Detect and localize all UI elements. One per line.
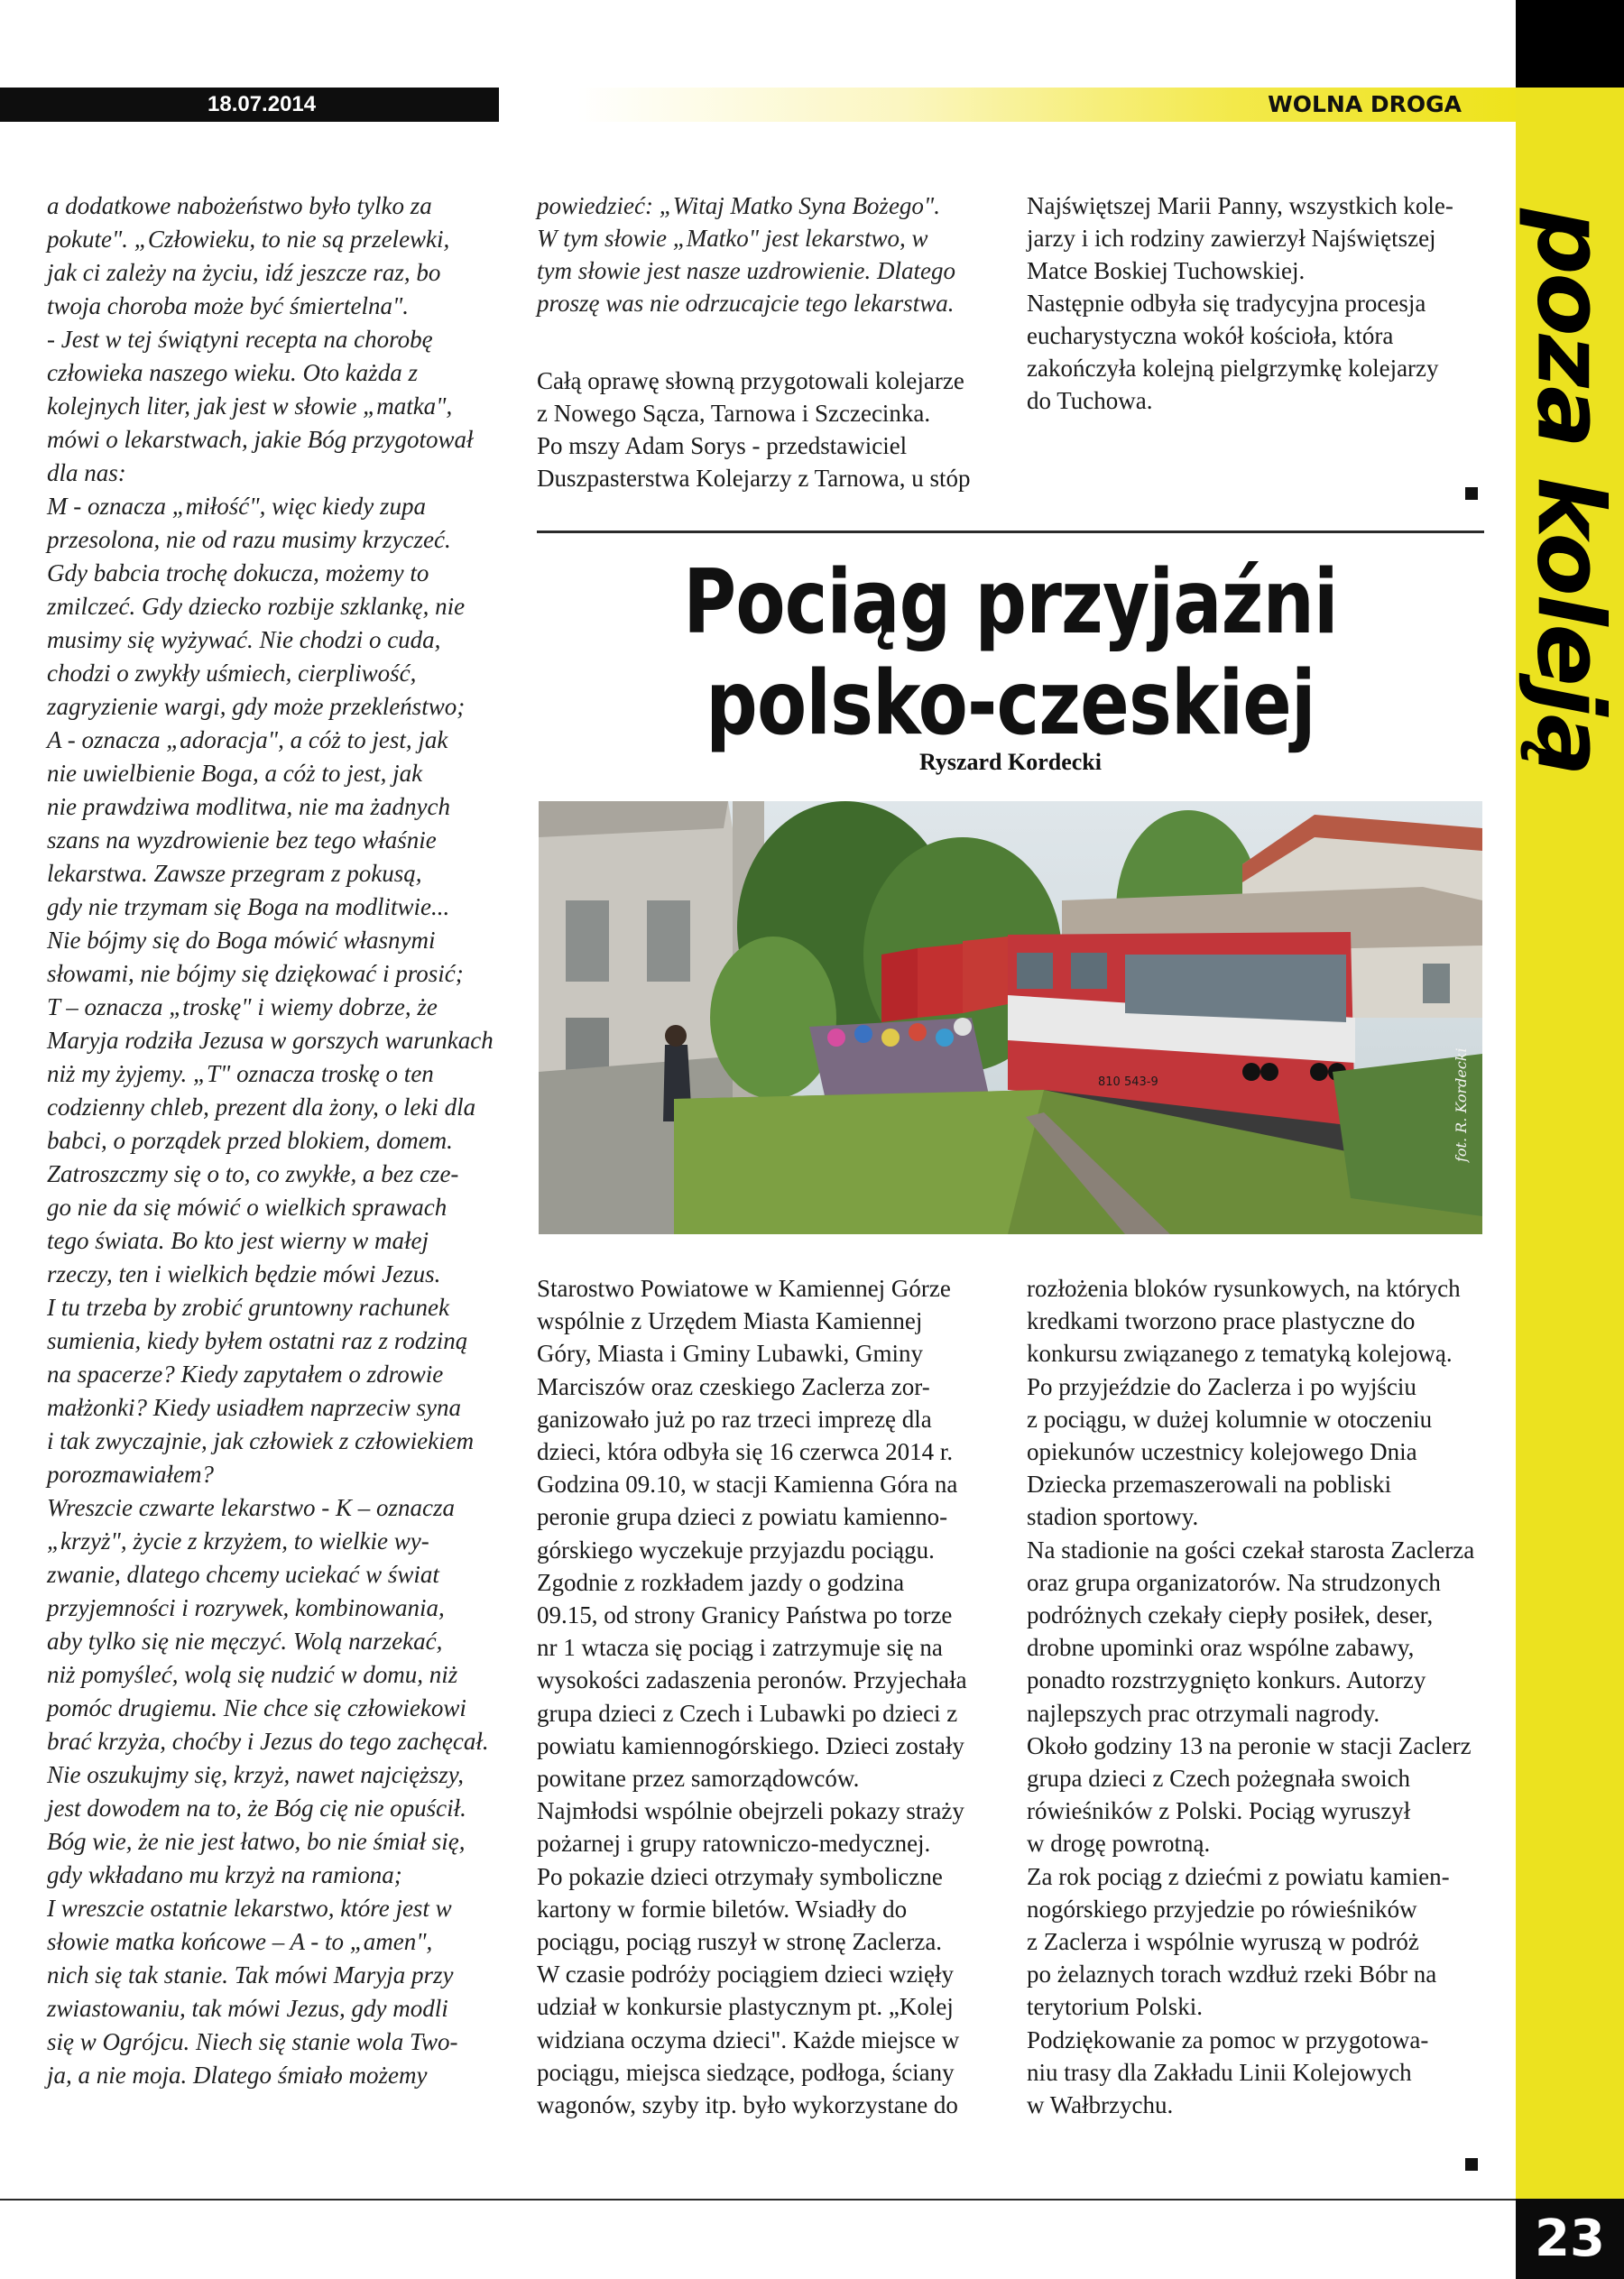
text-line: pomóc drugiemu. Nie chce się człowiekowi	[47, 1694, 466, 1721]
text-line: Dziecka przemaszerowali na pobliski	[1027, 1471, 1392, 1499]
end-marker	[1465, 487, 1478, 500]
text-line: słowami, nie bójmy się dziękować i prosić;	[47, 960, 464, 987]
text-line: górskiego wyczekuje przyjazdu pociągu.	[537, 1536, 935, 1564]
text-line: proszę was nie odrzucajcie tego lekarstwa.	[537, 290, 955, 317]
text-line: gdy nie trzymam się Boga na modlitwie...	[47, 893, 450, 920]
text-line: i tak zwyczajnie, jak człowiek z człowiekiem	[47, 1427, 475, 1454]
text-line: szans na wyzdrowienie bez tego właśnie	[47, 826, 437, 853]
text-line: grupa dzieci z Czech i Lubawki po dzieci z	[537, 1699, 958, 1727]
train-number-plate: 810 543-9	[1098, 1075, 1158, 1089]
text-line: W tym słowie „Matko" jest lekarstwo, w	[537, 225, 928, 252]
text-line: M - oznacza „miłość", więc kiedy zupa	[47, 493, 427, 520]
text-line: A - oznacza „adoracja", a cóż to jest, jak	[47, 726, 448, 753]
text-line: kolejnych liter, jak jest w słowie „matka",	[47, 392, 453, 420]
text-line: najlepszych prac otrzymali nagrody.	[1027, 1699, 1380, 1727]
text-line: z pociągu, w dużej kolumnie w otoczeniu	[1027, 1405, 1433, 1433]
text-line: brać krzyża, choćby i Jezus do tego zachęcał.	[47, 1728, 489, 1755]
text-line: zwiastowaniu, tak mówi Jezus, gdy modli	[47, 1995, 448, 2022]
text-line: Matce Boskiej Tuchowskiej.	[1027, 257, 1306, 284]
text-line: Bóg wie, że nie jest łatwo, bo nie śmiał się,	[47, 1828, 466, 1855]
text-line: powiedzieć: „Witaj Matko Syna Bożego".	[537, 192, 941, 219]
text-line: babci, o porządek przed blokiem, domem.	[47, 1127, 453, 1154]
text-line: przyjemności i rozrywek, kombinowania,	[47, 1594, 445, 1621]
photo-credit: fot. R. Kordecki	[1453, 1047, 1470, 1162]
text-line: przesolona, nie od razu musimy krzyczeć.	[47, 526, 451, 553]
text-line: Najmłodsi wspólnie obejrzeli pokazy straży	[537, 1797, 964, 1825]
text-line: rzeczy, ten i wielkich będzie mówi Jezus.	[47, 1260, 441, 1287]
text-line: w Wałbrzychu.	[1027, 2091, 1174, 2119]
text-line: niu trasy dla Zakładu Linii Kolejowych	[1027, 2058, 1412, 2086]
text-line: tym słowie jest nasze uzdrowienie. Dlatego	[537, 257, 955, 284]
text-line: człowieka naszego wieku. Oto każda z	[47, 359, 418, 386]
text-line: kredkami tworzono prace plastyczne do	[1027, 1307, 1416, 1335]
text-line: jest dowodem na to, że Bóg cię nie opuścił.	[47, 1795, 466, 1822]
text-line: W czasie podróży pociągiem dzieci wzięły	[537, 1961, 955, 1988]
text-line: kartony w formie biletów. Wsiadły do	[537, 1895, 908, 1923]
text-line: drobne upominki oraz wspólne zabawy,	[1027, 1634, 1415, 1662]
text-line: słowie matka końcowe – A - to „amen",	[47, 1928, 433, 1955]
text-line: sumienia, kiedy byłem ostatni raz z rodziną	[47, 1327, 468, 1354]
text-line: Godzina 09.10, w stacji Kamienna Góra na	[537, 1471, 958, 1499]
text-line: Podziękowanie za pomoc w przygotowa-	[1027, 2025, 1429, 2053]
text-line: codzienny chleb, prezent dla żony, o leki dla	[47, 1093, 476, 1121]
text-line: z Nowego Sącza, Tarnowa i Szczecinka.	[537, 400, 931, 427]
article-photo	[539, 801, 1482, 1234]
text-line: powiatu kamiennogórskiego. Dzieci zostały	[537, 1731, 964, 1759]
text-line: gdy wkładano mu krzyż na ramiona;	[47, 1861, 402, 1888]
text-line: grupa dzieci z Czech pożegnała swoich	[1027, 1765, 1411, 1793]
text-line: Zatroszczmy się o to, co zwykłe, a bez cze-	[47, 1160, 459, 1187]
text-line: wagonów, szyby itp. było wykorzystane do	[537, 2091, 958, 2119]
text-line: Następnie odbyła się tradycyjna procesja	[1027, 290, 1426, 317]
text-line: jarzy i ich rodziny zawierzył Najświętszej	[1027, 225, 1436, 252]
text-line: - Jest w tej świątyni recepta na chorobę	[47, 326, 433, 353]
column-2-mid-text	[537, 364, 991, 494]
text-line: eucharystyczna wokół kościoła, która	[1027, 322, 1394, 349]
text-line: wspólnie z Urzędem Miasta Kamiennej	[537, 1307, 923, 1335]
text-line: chodzi o zwykły uśmiech, cierpliwość,	[47, 660, 417, 687]
text-line: peronie grupa dzieci z powiatu kamienno-	[537, 1503, 948, 1531]
text-line: nie prawdziwa modlitwa, nie ma żadnych	[47, 793, 450, 820]
text-line: Za rok pociąg z dziećmi z powiatu kamien-	[1027, 1862, 1450, 1890]
text-line: aby tylko się nie męczyć. Wolą narzekać,	[47, 1628, 443, 1655]
text-line: Najświętszej Marii Panny, wszystkich kole-	[1027, 192, 1453, 219]
text-line: mówi o lekarstwach, jakie Bóg przygotował	[47, 426, 474, 453]
article-title	[623, 552, 1399, 754]
text-line: I wreszcie ostatnie lekarstwo, które jest w	[47, 1895, 452, 1922]
text-line: nr 1 wtacza się pociąg i zatrzymuje się na	[537, 1634, 943, 1662]
magazine-name: WOLNA DROGA	[577, 88, 1516, 122]
text-line: T – oznacza „troskę" i wiemy dobrze, że	[47, 993, 438, 1020]
text-line: Na stadionie na gości czekał starosta Zaclerza	[1027, 1536, 1475, 1564]
text-line: I tu trzeba by zrobić gruntowny rachunek	[47, 1294, 449, 1321]
article-divider	[537, 531, 1484, 533]
column-3-top-text	[1027, 189, 1481, 417]
article-title-line-2: polsko-czeskiej	[706, 652, 1315, 755]
text-line: oraz grupa organizatorów. Na strudzonych	[1027, 1568, 1441, 1596]
text-line: nie uwielbienie Boga, a cóż to jest, jak	[47, 760, 423, 787]
text-line: Gdy babcia trochę dokucza, możemy to	[47, 559, 429, 586]
column-2-top-text	[537, 189, 991, 319]
article-title-line-1: Pociąg przyjaźni	[683, 551, 1338, 654]
text-line: się w Ogrójcu. Niech się stanie wola Two-	[47, 2028, 458, 2055]
text-line: zmilczeć. Gdy dziecko rozbije szklankę, nie	[47, 593, 466, 620]
text-line: Około godziny 13 na peronie w stacji Zaclerz	[1027, 1731, 1472, 1759]
column-1-text	[47, 189, 500, 2092]
text-line: zwanie, dlatego chcemy uciekać w świat	[47, 1561, 439, 1588]
text-line: pokute". „Człowieku, to nie są przelewki,	[47, 226, 450, 253]
text-line: zakończyła kolejną pielgrzymkę kolejarzy	[1027, 355, 1439, 382]
text-line: Marciszów oraz czeskiego Zaclerza zor-	[537, 1372, 930, 1400]
article-author: Ryszard Kordecki	[918, 749, 1102, 775]
text-line: wysokości zadaszenia peronów. Przyjechała	[537, 1666, 967, 1694]
text-line: dla nas:	[47, 459, 126, 486]
article-end-marker	[1465, 2158, 1478, 2171]
issue-date: 18.07.2014	[0, 88, 499, 122]
text-line: Nie bójmy się do Boga mówić własnymi	[47, 927, 436, 954]
text-line: Nie oszukujmy się, krzyż, nawet najcięższy,	[47, 1761, 464, 1788]
text-line: ponadto rozstrzygnięto konkurs. Autorzy	[1027, 1666, 1426, 1694]
corner-black-block	[1516, 0, 1624, 88]
article-column-left	[537, 1272, 991, 2121]
page-number: 23	[1516, 2199, 1624, 2279]
text-line: lekarstwa. Zawsze przegram z pokusą,	[47, 860, 422, 887]
text-line: Góry, Miasta i Gminy Lubawki, Gminy	[537, 1340, 923, 1368]
text-line: opiekunów uczestnicy kolejowego Dnia	[1027, 1438, 1417, 1466]
text-line: powitane przez samorządowców.	[537, 1765, 860, 1793]
text-line: niż my żyjemy. „T" oznacza troskę o ten	[47, 1060, 434, 1087]
text-line: w drogę powrotną.	[1027, 1830, 1211, 1858]
footer-rule	[0, 2199, 1516, 2201]
text-line: ganizowało już po raz trzeci imprezę dla	[537, 1405, 932, 1433]
text-line: udział w konkursie plastycznym pt. „Kolej	[537, 1993, 954, 2021]
text-line: Duszpasterstwa Kolejarzy z Tarnowa, u stóp	[537, 465, 971, 492]
text-line: pociągu, pociąg ruszył w stronę Zaclerza.	[537, 1928, 943, 1956]
text-line: widziana oczyma dzieci". Każde miejsce w	[537, 2025, 960, 2053]
text-line: Całą oprawę słowną przygotowali kolejarze	[537, 367, 964, 394]
text-line: tego świata. Bo kto jest wierny w małej	[47, 1227, 429, 1254]
text-line: Maryja rodziła Jezusa w gorszych warunkach	[47, 1027, 494, 1054]
text-line: dzieci, która odbyła się 16 czerwca 2014 r.	[537, 1438, 954, 1466]
text-line: 09.15, od strony Granicy Państwa po torze	[537, 1601, 953, 1629]
section-label: poza koleją	[1516, 208, 1624, 775]
text-line: twoja choroba może być śmiertelna".	[47, 292, 410, 319]
text-line: niż pomyśleć, wolą się nudzić w domu, niż	[47, 1661, 458, 1688]
text-line: Po mszy Adam Sorys - przedstawiciel	[537, 432, 908, 459]
text-line: musimy się wyżywać. Nie chodzi o cuda,	[47, 626, 441, 653]
text-line: Po pokazie dzieci otrzymały symboliczne	[537, 1862, 943, 1890]
text-line: Zgodnie z rozkładem jazdy o godzina	[537, 1568, 905, 1596]
text-line: Po przyjeździe do Zaclerza i po wyjściu	[1027, 1372, 1416, 1400]
text-line: rozłożenia bloków rysunkowych, na których	[1027, 1275, 1461, 1302]
text-line: podróżnych czekały ciepły posiłek, deser,	[1027, 1601, 1434, 1629]
text-line: jak ci zależy na życiu, idź jeszcze raz, bo	[47, 259, 441, 286]
text-line: nich się tak stanie. Tak mówi Maryja przy	[47, 1961, 454, 1988]
text-line: a dodatkowe nabożeństwo było tylko za	[47, 192, 432, 219]
text-line: „krzyż", życie z krzyżem, to wielkie wy-	[47, 1527, 429, 1555]
text-line: do Tuchowa.	[1027, 387, 1153, 414]
text-line: pociągu, miejsca siedzące, podłoga, ściany	[537, 2058, 955, 2086]
text-line: stadion sportowy.	[1027, 1503, 1199, 1531]
text-line: nogórskiego przyjedzie po rówieśników	[1027, 1895, 1417, 1923]
text-line: Starostwo Powiatowe w Kamiennej Górze	[537, 1275, 951, 1302]
text-line: ja, a nie moja. Dlatego śmiało możemy	[47, 2062, 428, 2089]
text-line: go nie da się mówić o wielkich sprawach	[47, 1194, 448, 1221]
text-line: zagryzienie wargi, gdy może przekleństwo;	[47, 693, 466, 720]
text-line: małżonki? Kiedy usiadłem naprzeciw syna	[47, 1394, 461, 1421]
text-line: terytorium Polski.	[1027, 1993, 1203, 2021]
text-line: Wreszcie czwarte lekarstwo - K – oznacza	[47, 1494, 455, 1521]
article-column-right	[1027, 1272, 1481, 2121]
text-line: pożarnej i grupy ratowniczo-medycznej.	[537, 1830, 931, 1858]
text-line: porozmawiałem?	[47, 1461, 215, 1488]
text-line: po żelaznych torach wzdłuż rzeki Bóbr na	[1027, 1961, 1437, 1988]
text-line: na spacerze? Kiedy zapytałem o zdrowie	[47, 1361, 444, 1388]
text-line: rówieśników z Polski. Pociąg wyruszył	[1027, 1797, 1411, 1825]
text-line: z Zaclerza i wspólnie wyruszą w podróż	[1027, 1928, 1419, 1956]
text-line: konkursu związanego z tematyką kolejową.	[1027, 1340, 1453, 1368]
